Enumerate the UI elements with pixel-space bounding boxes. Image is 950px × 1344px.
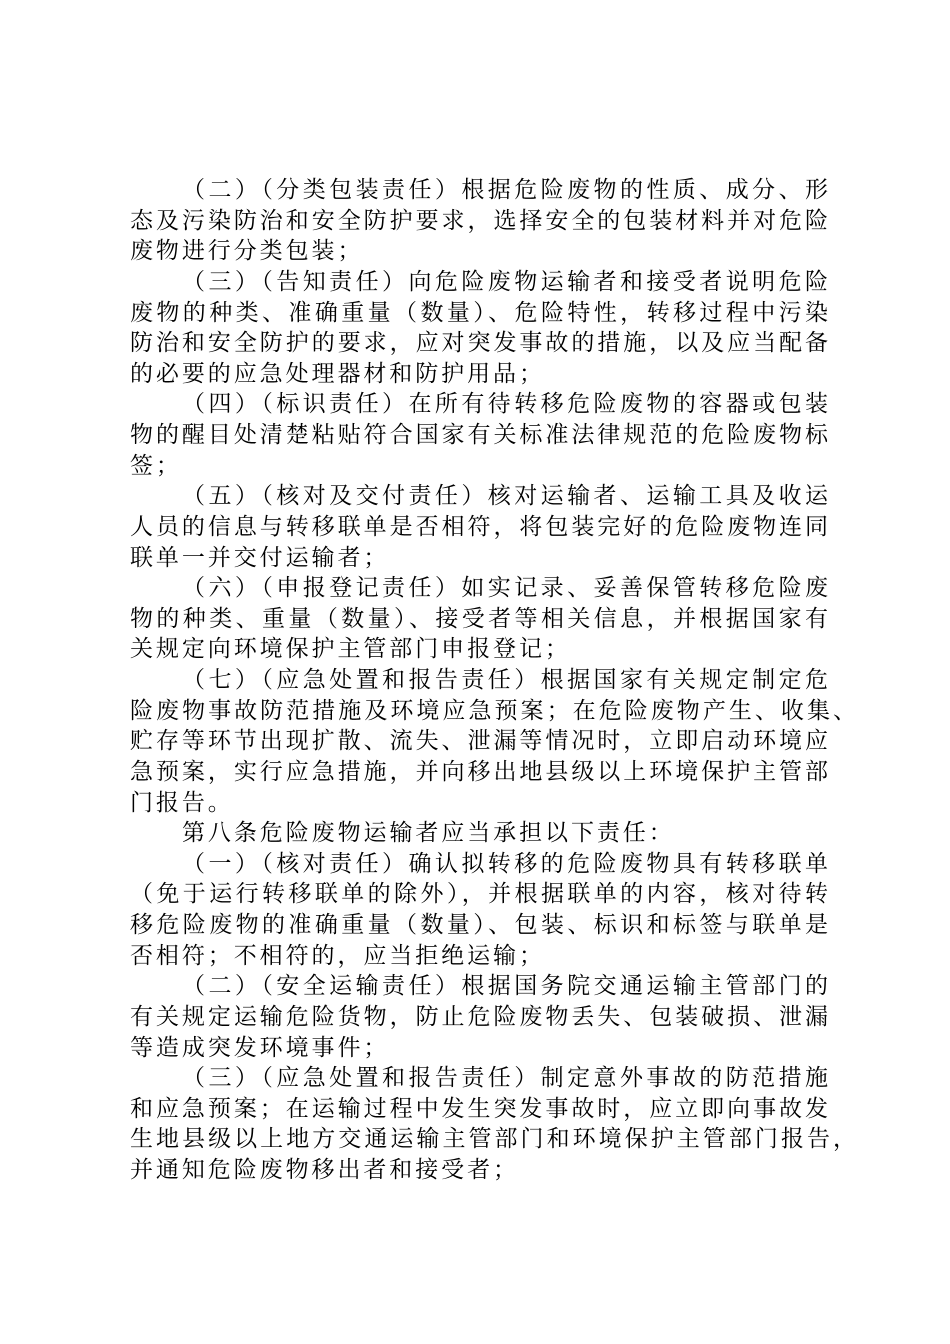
text-line: 物的醒目处清楚粘贴符合国家有关标准法律规范的危险废物标 (130, 422, 830, 448)
text-line: （六）（申报登记责任）如实记录、妥善保管转移危险废 (182, 575, 830, 602)
text-line: 第八条危险废物运输者应当承担以下责任： (182, 820, 675, 847)
text-line: 否相符；不相符的，应当拒绝运输； (130, 942, 545, 969)
text-line: 的必要的应急处理器材和防护用品； (130, 360, 545, 387)
text-line: 和应急预案；在运输过程中发生突发事故时，应立即向事故发 (130, 1095, 830, 1122)
text-line: 有关规定运输危险货物，防止危险废物丢失、包装破损、泄漏 (130, 1003, 830, 1030)
text-line: 险废物事故防范措施及环境应急预案；在危险废物产生、收集、 (130, 697, 858, 724)
text-line: 移危险废物的准确重量（数量）、包装、标识和标签与联单是 (130, 912, 830, 938)
document-body (130, 175, 860, 1186)
text-line: 等造成突发环境事件； (130, 1034, 390, 1061)
text-line: （四）（标识责任）在所有待转移危险废物的容器或包装 (182, 391, 830, 418)
text-line: 门报告。 (130, 789, 234, 816)
clause-item-2-packaging (130, 175, 860, 267)
text-line: （二）（安全运输责任）根据国务院交通运输主管部门的 (182, 973, 830, 1000)
clause-item-5-verification (130, 481, 860, 573)
text-line: （七）（应急处置和报告责任）根据国家有关规定制定危 (182, 667, 830, 693)
text-line: 贮存等环节出现扩散、流失、泄漏等情况时，立即启动环境应 (130, 728, 830, 755)
text-line: 防治和安全防护的要求，应对突发事故的措施，以及应当配备 (130, 330, 830, 357)
text-line: （二）（分类包装责任）根据危险废物的性质、成分、形 (182, 177, 830, 203)
text-line: 并通知危险废物移出者和接受者； (130, 1157, 519, 1183)
text-line: 联单一并交付运输者； (130, 544, 390, 571)
clause-item-3-transport-emergency (130, 1063, 860, 1186)
text-line: （三）（告知责任）向危险废物运输者和接受者说明危险 (182, 268, 830, 295)
text-line: 废物的种类、准确重量（数量）、危险特性，转移过程中污染 (130, 299, 830, 326)
text-line: （五）（核对及交付责任）核对运输者、运输工具及收运 (182, 483, 830, 510)
text-line: （免于运行转移联单的除外），并根据联单的内容，核对待转 (130, 881, 830, 908)
text-line: 关规定向环境保护主管部门申报登记； (130, 636, 571, 663)
clause-item-4-labeling (130, 389, 860, 481)
clause-item-2-safe-transport (130, 971, 860, 1063)
clause-item-1-check (130, 849, 860, 972)
text-line: 急预案，实行应急措施，并向移出地县级以上环境保护主管部 (130, 758, 830, 785)
clause-item-7-emergency (130, 665, 860, 818)
clause-item-3-notification (130, 267, 860, 390)
text-line: 人员的信息与转移联单是否相符，将包装完好的危险废物连同 (130, 513, 830, 540)
text-line: 签； (130, 452, 182, 479)
clause-item-6-registration (130, 573, 860, 665)
text-line: （三）（应急处置和报告责任）制定意外事故的防范措施 (182, 1065, 830, 1092)
text-line: 废物进行分类包装； (130, 238, 364, 265)
article-8-heading (130, 818, 860, 849)
text-line: 物的种类、重量（数量）、接受者等相关信息，并根据国家有 (130, 605, 830, 632)
text-line: 生地县级以上地方交通运输主管部门和环境保护主管部门报告， (130, 1126, 858, 1153)
text-line: （一）（核对责任）确认拟转移的危险废物具有转移联单 (182, 850, 830, 877)
text-line: 态及污染防治和安全防护要求，选择安全的包装材料并对危险 (130, 207, 830, 234)
